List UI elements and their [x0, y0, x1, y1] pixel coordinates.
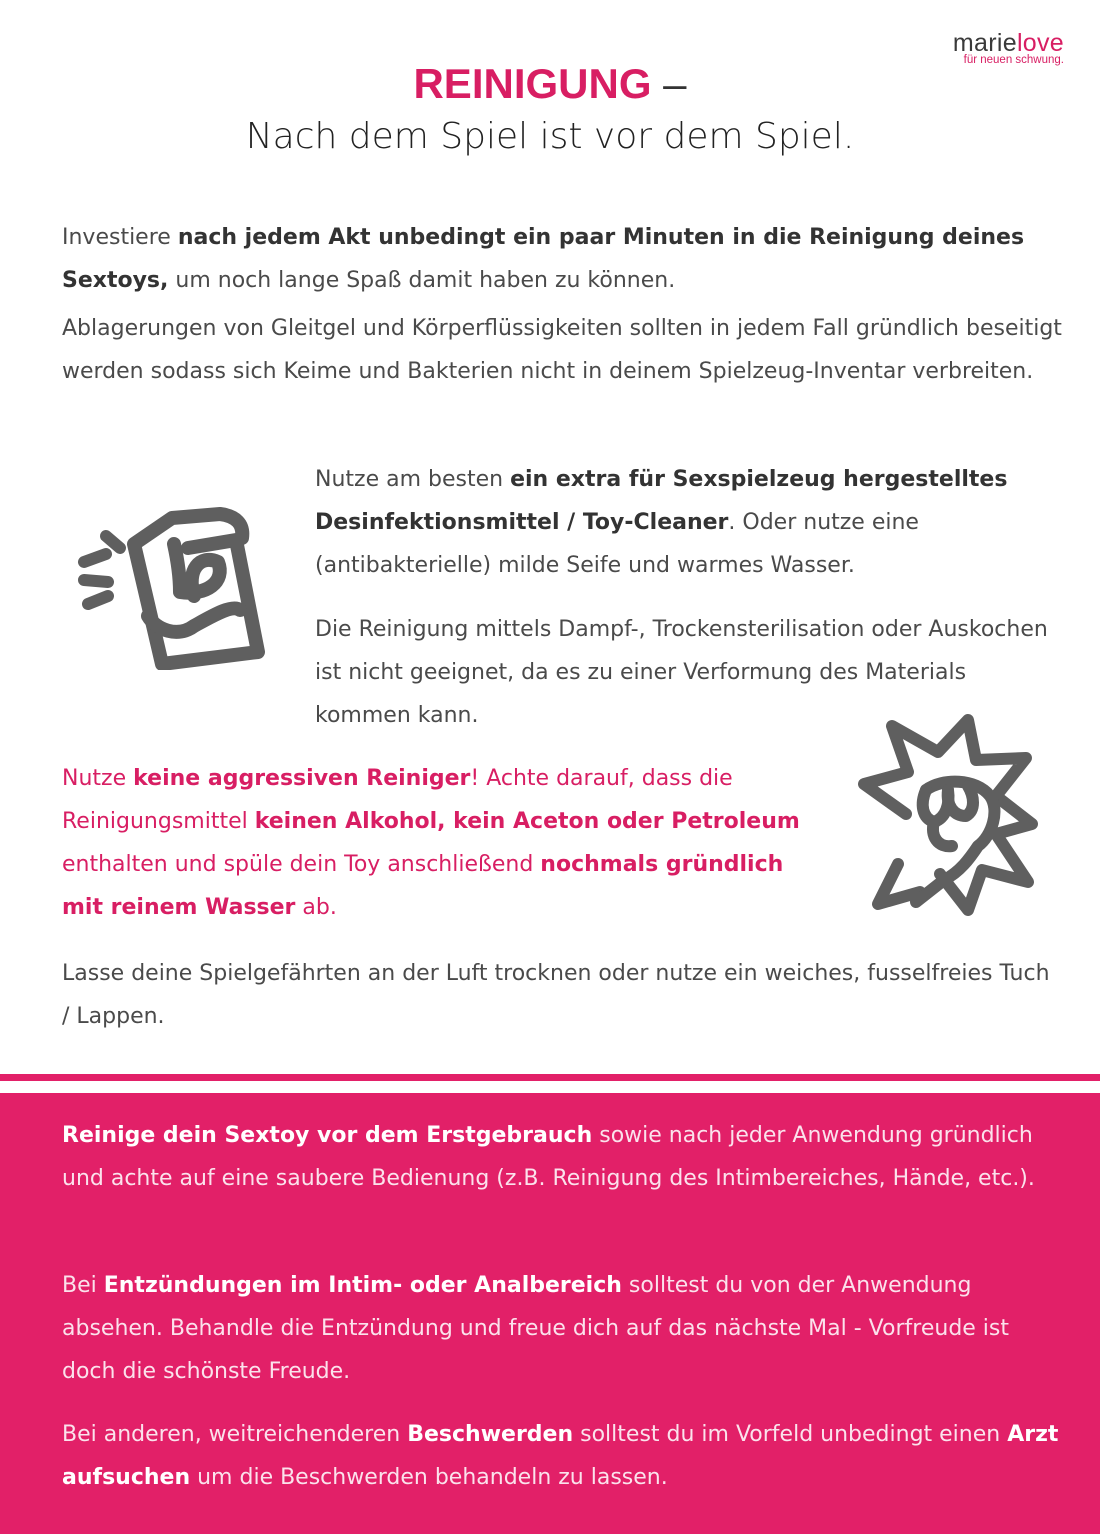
logo-tagline: für neuen schwung. [963, 54, 1064, 66]
band-p2-text-a: Bei [62, 1273, 104, 1298]
band-p3-bold-2: Arzt aufsuchen [62, 1422, 1059, 1490]
cleaner-text-c: . Oder nutze eine (antibakterielle) milde Seife und warmes Wasser. [315, 510, 919, 578]
band-paragraph-2 [62, 1264, 1062, 1393]
warning-bold-1: keine aggressiven Reiniger [133, 766, 471, 791]
logo-part-love: love [1016, 29, 1064, 57]
band-p3-text-c: solltest du im Vorfeld unbedingt einen [573, 1422, 1008, 1447]
title-dash: – [651, 60, 687, 107]
notice-band [0, 1093, 1100, 1534]
band-p1-bold: Reinige dein Sextoy vor dem Erstgebrauch [62, 1123, 593, 1148]
warning-bold-2: keinen Alkohol, kein Aceton oder Petroleum [254, 809, 800, 834]
band-p3-bold-1: Beschwerden [407, 1422, 574, 1447]
logo-wordmark [953, 30, 1064, 56]
band-p3-text-a: Bei anderen, weitreichenderen [62, 1422, 408, 1447]
title-highlight: REINIGUNG [413, 60, 652, 107]
band-paragraph-1 [62, 1114, 1062, 1200]
band-p1-text: sowie nach jeder Anwendung gründlich und achte auf eine saubere Bedienung (z.B. Reinigung des Intimbereiches, Hände, etc.). [62, 1123, 1035, 1191]
intro-text-bold: nach jedem Akt unbedingt ein paar Minuten in die Reinigung deines Sextoys, [62, 225, 1025, 293]
cleaner-text-a: Nutze am besten [315, 467, 511, 492]
title-line-2: Nach dem Spiel ist vor dem Spiel. [245, 116, 855, 157]
warning-text-g: ab. [295, 895, 337, 920]
spray-bottle-icon [76, 500, 272, 670]
steam-paragraph: Die Reinigung mittels Dampf-, Trockensterilisation oder Auskochen ist nicht geeignet, da es zu einer Verformung des Materials kommen kann. [315, 617, 1048, 728]
intro-paragraph [62, 216, 1062, 302]
logo-part-marie: marie [952, 29, 1017, 57]
intro-text-c: um noch lange Spaß damit haben zu können. [168, 268, 676, 293]
fist-burst-icon [846, 714, 1042, 918]
band-paragraph-3 [62, 1413, 1062, 1499]
warning-bold-3: nochmals gründlich mit reinem Wasser [62, 852, 784, 920]
drying-paragraph: Lasse deine Spielgefährten an der Luft trocknen oder nutze ein weiches, fusselfreies Tuch / Lappen. [62, 961, 1050, 1029]
warning-text-e: enthalten und spüle dein Toy anschließend [62, 852, 541, 877]
cleaner-paragraph [315, 458, 1065, 587]
section-divider [0, 1074, 1100, 1081]
cleaner-text-bold: ein extra für Sexspielzeug hergestelltes Desinfektionsmittel / Toy-Cleaner [315, 467, 1008, 535]
band-p3-text-e: um die Beschwerden behandeln zu lassen. [190, 1465, 668, 1490]
band-p2-text-c: solltest du von der Anwendung absehen. Behandle die Entzündung und freue dich auf das nächste Mal - Vorfreude ist doch die schönste Freude. [62, 1273, 1010, 1384]
warning-paragraph [62, 757, 822, 929]
page-title [0, 58, 1100, 164]
intro-text-a: Investiere [62, 225, 178, 250]
residue-paragraph: Ablagerungen von Gleitgel und Körperflüssigkeiten sollten in jedem Fall gründlich beseitigt werden sodass sich Keime und Bakterien nicht in deinem Spielzeug-Inventar verbreiten. [62, 316, 1062, 384]
warning-text-c: ! Achte darauf, dass die Reinigungsmittel [62, 766, 733, 834]
warning-text-a: Nutze [62, 766, 134, 791]
title-line-1 [0, 58, 1100, 110]
band-p2-bold: Entzündungen im Intim- oder Analbereich [103, 1273, 622, 1298]
